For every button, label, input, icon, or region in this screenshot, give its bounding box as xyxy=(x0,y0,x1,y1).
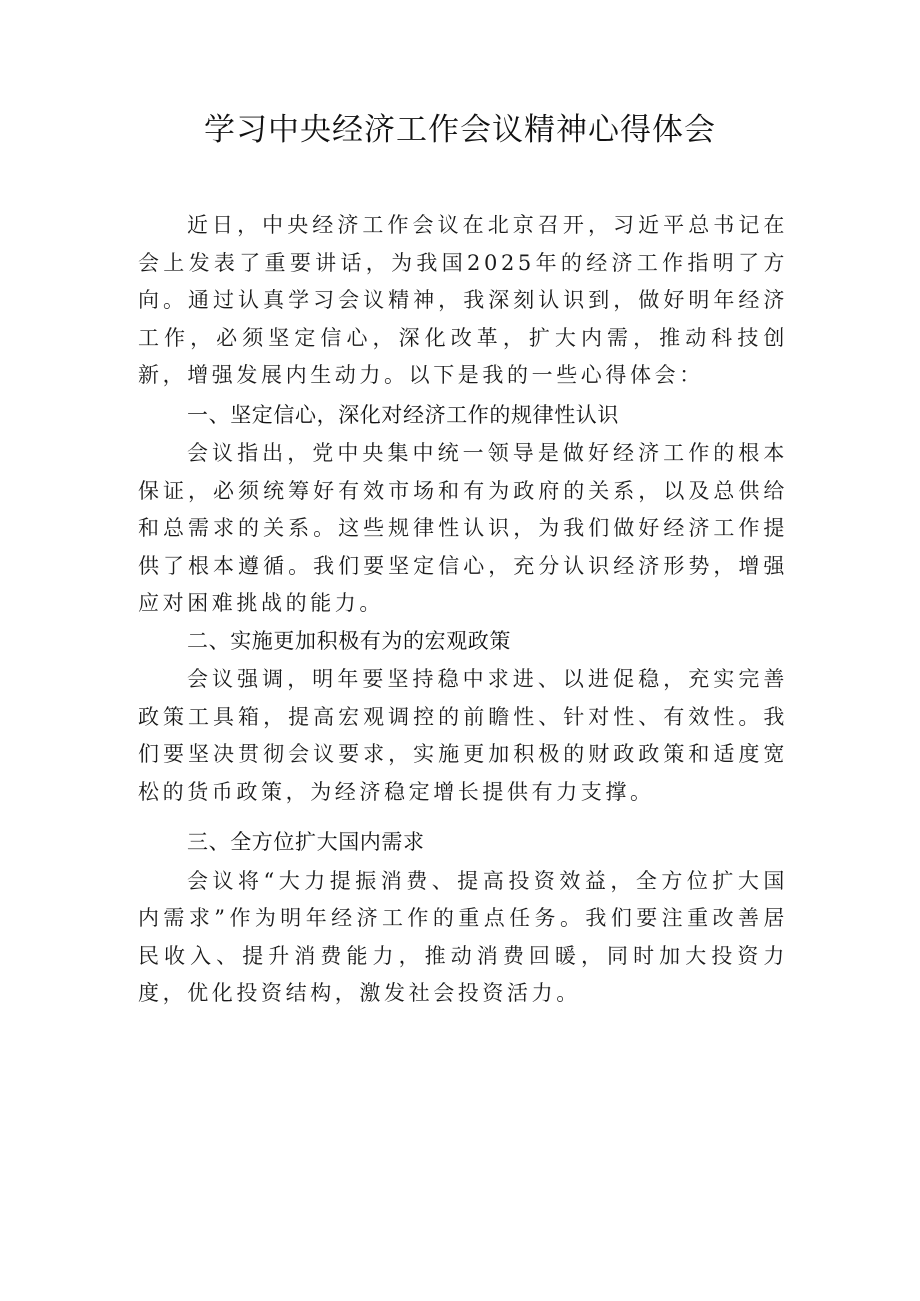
section-paragraph-3: 会议将“大力提振消费、提高投资效益，全方位扩大国内需求”作为明年经济工作的重点任务。我们要注重改善居民收入、提升消费能力，推动消费回暖，同时加大投资力度，优化投资结构，激发社会投资活力。 xyxy=(138,868,788,1005)
section-heading-2: 二、实施更加积极有为的宏观政策 xyxy=(187,628,511,653)
section-paragraph-2: 会议强调，明年要坚持稳中求进、以进促稳，充实完善政策工具箱，提高宏观调控的前瞻性、针对性、有效性。我们要坚决贯彻会议要求，实施更加积极的财政政策和适度宽松的货币政策，为经济稳定增长提供有力支撑。 xyxy=(138,667,788,804)
section-heading-1: 一、坚定信心，深化对经济工作的规律性认识 xyxy=(187,402,619,427)
document-title: 学习中央经济工作会议精神心得体会 xyxy=(204,112,716,148)
intro-paragraph: 近日，中央经济工作会议在北京召开，习近平总书记在会上发表了重要讲话，为我国2025年的经济工作指明了方向。通过认真学习会议精神，我深刻认识到，做好明年经济工作，必须坚定信心，深化改革，扩大内需，推动科技创新，增强发展内生动力。以下是我的一些心得体会： xyxy=(138,213,788,387)
section-paragraph-1: 会议指出，党中央集中统一领导是做好经济工作的根本保证，必须统筹好有效市场和有为政府的关系，以及总供给和总需求的关系。这些规律性认识，为我们做好经济工作提供了根本遵循。我们要坚定信心，充分认识经济形势，增强应对困难挑战的能力。 xyxy=(138,441,788,615)
section-heading-3: 三、全方位扩大国内需求 xyxy=(187,830,425,854)
document-body xyxy=(138,207,788,1013)
